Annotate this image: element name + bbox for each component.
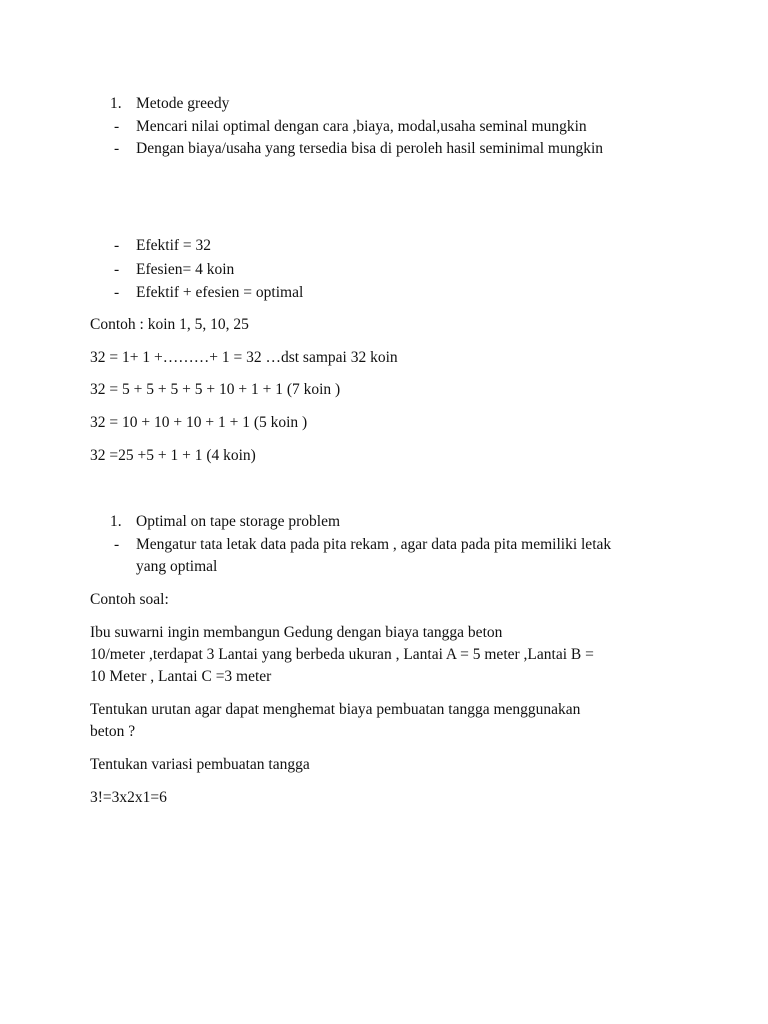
example-line-4: 32 =25 +5 + 1 + 1 (4 koin)	[90, 447, 256, 464]
bullet-marker: -	[114, 284, 120, 301]
tape-bullet-line-1: Mengatur tata letak data pada pita rekam , agar data pada pita memiliki letak	[136, 536, 612, 553]
definition-efektif: Efektif = 32	[136, 237, 212, 254]
section-title-greedy: Metode greedy	[136, 95, 230, 112]
list-number: 1.	[110, 95, 122, 112]
bullet-marker: -	[114, 237, 120, 254]
problem-question-line-1: Tentukan urutan agar dapat menghemat biaya pembuatan tangga menggunakan	[90, 701, 581, 718]
bullet-marker: -	[114, 140, 120, 157]
problem-question-line-2: beton ?	[90, 723, 136, 740]
bullet-marker: -	[114, 536, 120, 553]
section-title-tape: Optimal on tape storage problem	[136, 513, 341, 530]
example-line-3: 32 = 10 + 10 + 10 + 1 + 1 (5 koin )	[90, 414, 308, 431]
problem-factorial: 3!=3x2x1=6	[90, 789, 167, 806]
list-number: 1.	[110, 513, 122, 530]
example-heading: Contoh : koin 1, 5, 10, 25	[90, 316, 249, 333]
bullet-marker: -	[114, 118, 120, 135]
problem-text-line-3: 10 Meter , Lantai C =3 meter	[90, 668, 272, 685]
greedy-bullet-2: Dengan biaya/usaha yang tersedia bisa di peroleh hasil seminimal mungkin	[136, 140, 604, 157]
bullet-marker: -	[114, 261, 120, 278]
definition-optimal: Efektif + efesien = optimal	[136, 284, 304, 301]
problem-text-line-2: 10/meter ,terdapat 3 Lantai yang berbeda ukuran , Lantai A = 5 meter ,Lantai B =	[90, 646, 594, 663]
definition-efesien: Efesien= 4 koin	[136, 261, 235, 278]
example-line-1: 32 = 1+ 1 +………+ 1 = 32 …dst sampai 32 koin	[90, 349, 398, 366]
problem-variation: Tentukan variasi pembuatan tangga	[90, 756, 310, 773]
greedy-bullet-1: Mencari nilai optimal dengan cara ,biaya, modal,usaha seminal mungkin	[136, 118, 587, 135]
problem-heading: Contoh soal:	[90, 591, 169, 608]
tape-bullet-line-2: yang optimal	[136, 558, 218, 575]
problem-text-line-1: Ibu suwarni ingin membangun Gedung dengan biaya tangga beton	[90, 624, 503, 641]
example-line-2: 32 = 5 + 5 + 5 + 5 + 10 + 1 + 1 (7 koin )	[90, 381, 341, 398]
